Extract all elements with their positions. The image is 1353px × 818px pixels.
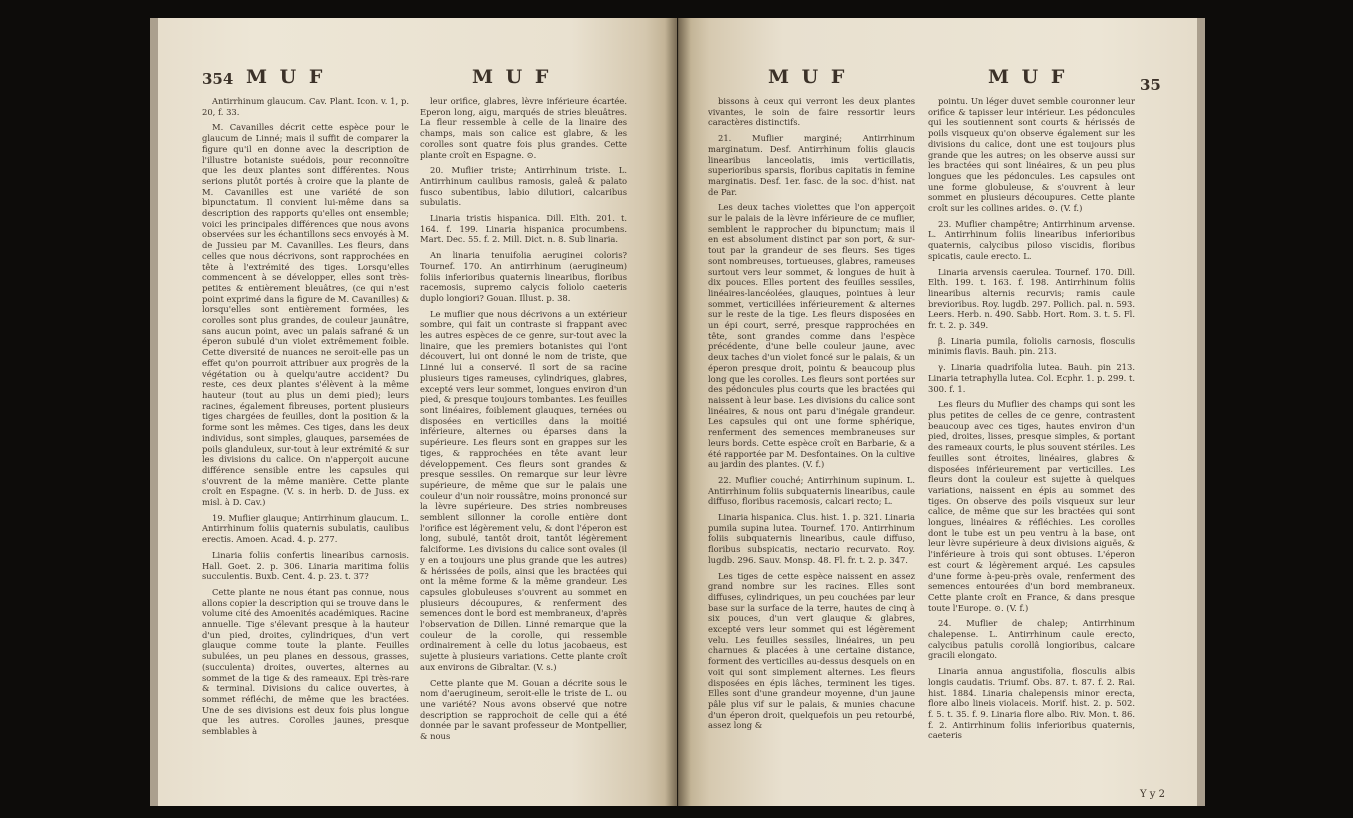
paragraph: Antirrhinum glaucum. Cav. Plant. Icon. v. 1, p. 20, f. 33.	[202, 96, 409, 117]
book-gutter	[665, 18, 691, 806]
right-page-header	[708, 64, 1178, 92]
paragraph: Linaria arvensis caerulea. Tournef. 170. Dill. Elth. 199. t. 163. f. 198. Antirrhinum foliis linearibus alternis recurvis; ramis caule brevioribus. Roy. lugdb. 297. Pollich. pal. n. 593. Leers. Herb. n. 490. Sabb. Hort. Rom. 3. t. 5. Fl. fr. t. 2. p. 349.	[928, 266, 1135, 331]
paragraph: Linaria tristis hispanica. Dill. Elth. 201. t. 164. f. 199. Linaria hispanica procumbens. Mart. Dec. 55. f. 2. Mill. Dict. n. 8. Sub linaria.	[420, 213, 627, 245]
paragraph: Cette plante ne nous étant pas connue, nous allons copier la description qui se trouve dans le volume cité des Amoenités académiques. Racine annuelle. Tige s'élevant presque à la hauteur d'un pied, droites, cylindriques, d'un vert glauque comme toute la plante. Feuilles subulées, un peu planes en dessous, grasses, (succulenta) droites, ouvertes, alternes au sommet de la tige & des rameaux. Epi très-rare & terminal. Divisions du calice ouvertes, à sommet réfléchi, de même que les bractées. Une de ses divisions est deux fois plus longue que les autres. Corolles jaunes, presque semblables à	[202, 586, 409, 737]
left-column-2	[420, 96, 627, 798]
entry-heading: 21. Muflier marginé; Antirrhinum marginatum. Desf. Antirrhinum foliis glaucis linearibus lanceolatis, imis verticillatis, superioribus sparsis, floribus capitatis in femine marginatis. Desf. 1er. fasc. de la soc. d'hist. nat de Par.	[708, 133, 915, 197]
paragraph: Les deux taches violettes que l'on apperçoit sur le palais de la lèvre inférieure de ce muflier, semblent le rapprocher du bipunctum; mais il en est absolument distinct par son port, & sur-tout par la grandeur de ses fleurs. Ses tiges sont nombreuses, tortueuses, glabres, rameuses surtout vers leur sommet, & longues de huit à dix pouces. Elles portent des feuilles sessiles, linéaires-lancéolées, glauques, pointues à leur sommet, verticillées inférieurement & alternes sur le reste de la tige. Les fleurs disposées en un épi court, serré, presque rapprochées en tête, sont grandes comme dans l'espèce précédente, d'une belle couleur jaune, avec deux taches d'un violet foncé sur le palais, & un éperon presque droit, pointu & beaucoup plus long que les corolles. Les fleurs sont portées sur des pédoncules plus courts que les bractées qui naissent à leur base. Les divisions du calice sont linéaires, & nous ont paru d'inégale grandeur. Les capsules qui ont une forme sphérique, renferment des semences membraneuses sur leurs bords. Cette espèce croît en Barbarie, & a été rapportée par M. Desfontaines. On la cultive au jardin des plantes. (V. f.)	[708, 202, 915, 470]
right-column-1	[708, 96, 915, 798]
left-page	[150, 18, 677, 806]
signature-mark: Y y 2	[1140, 789, 1165, 800]
entry-heading: 22. Muflier couché; Antirrhinum supinum. L. Antirrhinum foliis subquaternis linearibus, caule diffuso, floribus racemosis, calcari recto; L.	[708, 474, 915, 507]
paragraph: Linaria hispanica. Clus. hist. 1. p. 321. Linaria pumila supina lutea. Tournef. 170. Antirrhinum foliis subquaternis linearibus, caule diffuso, floribus subspicatis, nectario recurvato. Roy. lugdb. 296. Sauv. Monsp. 48. Fl. fr. t. 2. p. 347.	[708, 512, 915, 565]
entry-heading: 20. Muflier triste; Antirrhinum triste. L. Antirrhinum caulibus ramosis, galeâ & palato fusco subentibus, labio dilutiori, calcaribus subulatis.	[420, 165, 627, 208]
right-running-head-1: M U F	[768, 66, 848, 88]
left-page-edge	[150, 18, 158, 806]
right-page-number: 35	[1140, 76, 1161, 94]
open-book	[150, 18, 1205, 806]
entry-heading: 23. Muflier champêtre; Antirrhinum arvense. L. Antirrhinum foliis linearibus inferioribus quaternis, calycibus piloso viscidis, floribus spicatis, caule erecto. L.	[928, 218, 1135, 261]
right-running-head-2: M U F	[988, 66, 1068, 88]
paragraph: Les fleurs du Muflier des champs qui sont les plus petites de celles de ce genre, contrastent beaucoup avec ces tiges, hautes environ d'un pied, droites, lisses, presque simples, & portant des rameaux courts, le plus souvent stériles. Les feuilles sont étroites, linéaires, glabres & disposées inférieurement par verticilles. Les fleurs dont la couleur est sujette à quelques variations, naissent en épis au sommet des tiges. On observe des poils visqueux sur leur calice, de même que sur les bractées qui sont longues, linéaires & réfléchies. Les corolles dont le tube est un peu ventru à la base, ont leur lèvre supérieure à deux divisions aiguës, & l'inférieure à trois qui sont obtuses. L'éperon est court & légèrement arqué. Les capsules d'une forme à-peu-près ovale, renferment des semences entourées d'un bord membraneux. Cette plante croît en France, & dans presque toute l'Europe. ⊙. (V. f.)	[928, 399, 1135, 613]
entry-heading: 19. Muflier glauque; Antirrhinum glaucum. L. Antirrhinum foliis quaternis subulatis, caulibus erectis. Amoen. Acad. 4. p. 277.	[202, 512, 409, 545]
left-page-number: 354	[202, 70, 234, 88]
entry-heading: 24. Muflier de chalep; Antirrhinum chalepense. L. Antirrhinum caule erecto, calycibus patulis corollâ longioribus, calcare gracili elongato.	[928, 618, 1135, 661]
right-page	[678, 18, 1205, 806]
right-page-edge	[1197, 18, 1205, 806]
right-column-2	[928, 96, 1135, 798]
paragraph: Les tiges de cette espèce naissent en assez grand nombre sur les racines. Elles sont diffuses, cylindriques, un peu couchées par leur base sur la surface de la terre, hautes de cinq à six pouces, d'un vert glauque & glabres, excepté vers leur sommet qui est légèrement velu. Les feuilles sessiles, linéaires, un peu charnues & placées à une certaine distance, forment des verticilles au-dessus desquels on en voit qui sont simplement alternes. Les fleurs disposées en épis lâches, terminent les tiges. Elles sont d'une grandeur moyenne, d'un jaune pâle plus vif sur le palais, & munies chacune d'un éperon droit, quelquefois un peu retourbé, assez long &	[708, 570, 915, 731]
paragraph: Linaria annua angustifolia, flosculis albis longis caudatis. Triumf. Obs. 87. t. 87. f. 2. Rai. hist. 1884. Linaria chalepensis minor erecta, flore albo lineis violaceis. Morif. hist. 2. p. 502. f. 5. t. 35. f. 9. Linaria flore albo. Riv. Mon. t. 86. f. 2. Antirrhinum foliis inferioribus quaternis, caeteris	[928, 666, 1135, 741]
paragraph: Linaria foliis confertis linearibus carnosis. Hall. Goet. 2. p. 306. Linaria maritima foliis succulentis. Buxb. Cent. 4. p. 23. t. 37?	[202, 549, 409, 582]
paragraph: An linaria tenuifolia aeruginei coloris? Tournef. 170. An antirrhinum (aerugineum) foliis inferioribus quaternis linearibus, floribus racemosis, supremo calycis foliolo caeteris duplo longiori? Gouan. Illust. p. 38.	[420, 250, 627, 303]
left-column-1	[202, 96, 409, 798]
left-page-header	[202, 64, 672, 92]
paragraph: pointu. Un léger duvet semble couronner leur orifice & tapisser leur intérieur. Les pédoncules qui les soutiennent sont courts & hérissés de poils visqueux qu'on observe également sur les divisions du calice, dont une est toujours plus grande que les autres; on les observe aussi sur les bractées qui sont linéaires, & un peu plus longues que les pédoncules. Les capsules ont une forme globuleuse, & s'ouvrent à leur sommet en plusieurs découpures. Cette plante croît sur les collines arides. ⊙. (V. f.)	[928, 96, 1135, 214]
paragraph: M. Cavanilles décrit cette espèce pour le glaucum de Linné; mais il suffit de comparer la figure qu'il en donne avec la description de l'illustre botaniste suédois, pour reconnoître que les deux plantes sont différentes. Nous serions plutôt portés à croire que la plante de M. Cavanilles est une variété de son bipunctatum. Il convient lui-même dans sa description des rapports qu'elles ont ensemble; voici les principales différences que nous avons observées sur les échantillons secs envoyés à M. de Jussieu par M. Cavanilles. Les fleurs, dans celles que nous décrivons, sont rapprochées en tête à l'extrémité des tiges. Lorsqu'elles commencent à se développer, elles sont très-petites & entièrement bleuâtres, (ce qui n'est point exprimé dans la figure de M. Cavanilles) & lorsqu'elles sont entièrement formées, les corolles sont plus grandes, de couleur jaunâtre, sans aucun point, avec un palais safrané & un éperon subulé d'un violet extrêmement foible. Cette diversité de nuances ne seroit-elle pas un effet qu'on pourroit attribuer aux progrès de la végétation ou à quelqu'autre accident? Du reste, ces deux plantes s'élèvent à la même hauteur (tout au plus un demi pied); leurs racines, également fibreuses, portent plusieurs tiges chargées de feuilles, dont la position & la forme sont les mêmes. Ces tiges, dans les deux individus, sont simples, glauques, parsemées de poils glanduleux, sur-tout à leur extrémité & sur les divisions du calice. On n'apperçoit aucune différence sensible entre les capsules qui s'ouvrent de la même manière. Cette plante croît en Espagne. (V. s. in herb. D. de Juss. ex misl. à D. Cav.)	[202, 122, 409, 508]
paragraph: bissons à ceux qui verront les deux plantes vivantes, le soin de faire ressortir leurs caractères distinctifs.	[708, 96, 915, 128]
paragraph: γ. Linaria quadrifolia lutea. Bauh. pin 213. Linaria tetraphylla lutea. Col. Ecphr. 1. p. 299. t. 300. f. 1.	[928, 362, 1135, 394]
left-running-head-1: M U F	[246, 66, 326, 88]
left-running-head-2: M U F	[472, 66, 552, 88]
paragraph: Le muflier que nous décrivons a un extérieur sombre, qui fait un contraste si frappant avec les autres espèces de ce genre, sur-tout avec la linaire, que les premiers botanistes qui l'ont découvert, lui ont donné le nom de triste, que Linné lui a conservé. Il sort de sa racine plusieurs tiges rameuses, cylindriques, glabres, excepté vers leur sommet, longues environ d'un pied, & presque toujours tombantes. Les feuilles sont linéaires, foiblement glauques, ternées ou disposées en verticilles dans la moitié inférieure, alternes ou éparses dans la supérieure. Les fleurs sont en grappes sur les tiges, & rapprochées en tête avant leur développement. Ces fleurs sont grandes & presque sessiles. On remarque sur leur lèvre supérieure, de même que sur le palais une couleur d'un noir roussâtre, moins prononcé sur la lèvre supérieure. Des stries nombreuses semblent sillonner la corolle entière dont l'orifice est légèrement velu, & dont l'éperon est long, subulé, tantôt droit, tantôt légèrement falciforme. Les divisions du calice sont ovales (il y en a toujours une plus grande que les autres) & hérissées de poils, ainsi que les bractées qui ont la même forme & la même grandeur. Les capsules globuleuses s'ouvrent au sommet en plusieurs découpures, & renferment des semences dont le bord est membraneux, d'après l'observation de Dillen. Linné remarque que la couleur de la corolle, qui ressemble ordinairement à celle du lotus jacobaeus, est sujette à plusieurs variations. Cette plante croît aux environs de Gibraltar. (V. s.)	[420, 308, 627, 672]
paragraph: Cette plante que M. Gouan a décrite sous le nom d'aerugineum, seroit-elle le triste de L. ou une variété? Nous avons observé que notre description se rapprochoit de celle qui a été donnée par le savant professeur de Montpellier, & nous	[420, 677, 627, 742]
paragraph: leur orifice, glabres, lèvre inférieure écartée. Eperon long, aigu, marqués de stries bleuâtres. La fleur ressemble à celle de la linaire des champs, mais son calice est glabre, & les corolles sont quatre fois plus grandes. Cette plante croît en Espagne. ⊙.	[420, 96, 627, 160]
paragraph: β. Linaria pumila, foliolis carnosis, flosculis minimis flavis. Bauh. pin. 213.	[928, 335, 1135, 357]
